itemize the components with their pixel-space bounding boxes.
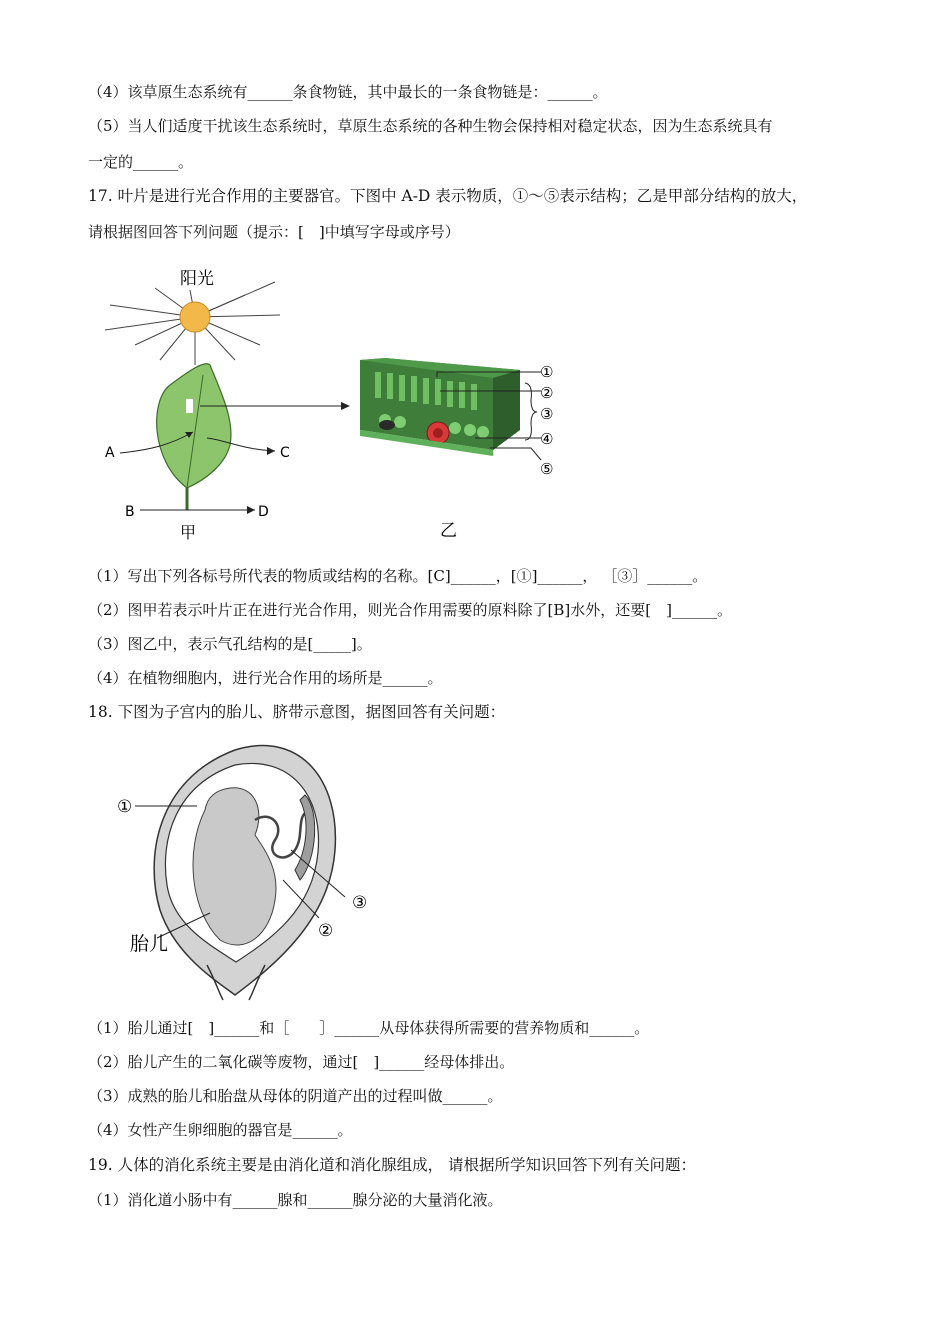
label-d: D xyxy=(258,504,269,520)
fetus-num-1: ① xyxy=(117,797,133,817)
q18-sub1: （1）胎儿通过[ ]______和［ ］______从母体获得所需要的营养物质和______。 xyxy=(88,1019,650,1037)
leaf-photosynthesis-figure xyxy=(95,260,595,545)
sun-icon xyxy=(180,302,210,332)
q18-sub3: （3）成熟的胎儿和胎盘从母体的阴道产出的过程叫做______。 xyxy=(88,1087,503,1105)
label-a: A xyxy=(105,445,115,461)
label-jia: 甲 xyxy=(180,523,197,542)
q18-sub4: （4）女性产生卵细胞的器官是______。 xyxy=(88,1121,353,1139)
sun-label: 阳光 xyxy=(180,269,214,289)
label-b: B xyxy=(125,504,135,520)
q16-sub5: （5）当人们适度干扰该生态系统时，草原生态系统的各种生物会保持相对稳定状态，因为生态系统具有 xyxy=(88,117,773,135)
fetus-uterus-figure xyxy=(105,740,395,1005)
leaf-cross-section xyxy=(360,358,520,456)
section-num-5: ⑤ xyxy=(540,460,554,478)
q17-sub1: （1）写出下列各标号所代表的物质或结构的名称。[C]______，[①]______， ［③］______。 xyxy=(88,567,708,585)
leaf-section-marker xyxy=(186,399,193,413)
section-num-4: ④ xyxy=(540,430,554,448)
q18-stem: 18. 下图为子宫内的胎儿、脐带示意图，据图回答有关问题： xyxy=(88,703,506,721)
q17-stem-cont: 请根据图回答下列问题（提示：[ ]中填写字母或序号） xyxy=(88,223,460,241)
leaf-shape xyxy=(157,364,231,488)
q18-sub2: （2）胎儿产生的二氧化碳等废物，通过[ ]______经母体排出。 xyxy=(88,1053,515,1071)
section-num-1: ① xyxy=(540,363,554,381)
q17-stem: 17. 叶片是进行光合作用的主要器官。下图中 A-D 表示物质，①～⑤表示结构；乙是甲部分结构的放大， xyxy=(88,187,808,205)
q17-sub4: （4）在植物细胞内，进行光合作用的场所是______。 xyxy=(88,669,443,687)
fetus-num-3: ③ xyxy=(352,893,368,913)
section-num-2: ② xyxy=(540,384,554,402)
q17-sub3: （3）图乙中，表示气孔结构的是[_____]。 xyxy=(88,635,372,653)
q19-sub1: （1）消化道小肠中有______腺和______腺分泌的大量消化液。 xyxy=(88,1191,503,1209)
q17-sub2: （2）图甲若表示叶片正在进行光合作用，则光合作用需要的原料除了[B]水外，还要[ ]______。 xyxy=(88,601,732,619)
fetus-label: 胎儿 xyxy=(130,933,169,955)
q16-sub5-cont: 一定的______。 xyxy=(88,153,194,171)
section-num-3: ③ xyxy=(540,405,554,423)
label-c: C xyxy=(280,445,290,461)
q16-sub4: （4）该草原生态系统有______条食物链，其中最长的一条食物链是：______。 xyxy=(88,83,608,101)
label-yi: 乙 xyxy=(440,521,457,541)
q19-stem: 19. 人体的消化系统主要是由消化道和消化腺组成， 请根据所学知识回答下列有关问题： xyxy=(88,1156,697,1174)
fetus-num-2: ② xyxy=(318,921,334,941)
